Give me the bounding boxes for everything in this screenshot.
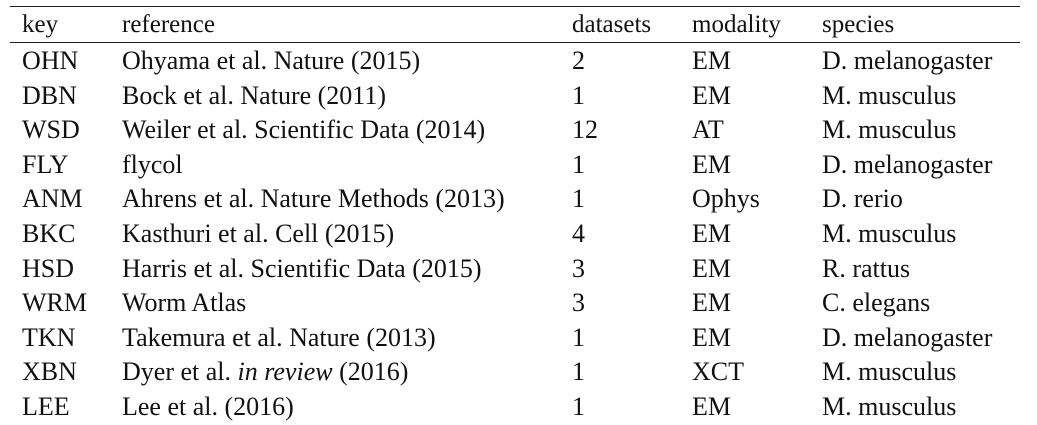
cell-modality: EM (692, 253, 731, 283)
cell-reference: Dyer et al. in review (2016) (122, 357, 409, 387)
cell-reference: flycol (122, 149, 183, 179)
header-modality: modality (692, 11, 781, 38)
cell-reference: Worm Atlas (122, 288, 247, 318)
header-species: species (822, 11, 895, 38)
table-row (10, 286, 1020, 320)
cell-species: M. musculus (822, 115, 957, 145)
cell-key: HSD (22, 253, 75, 283)
table-row (10, 44, 1020, 78)
table-row (10, 390, 1020, 424)
cell-reference: Lee et al. (2016) (122, 392, 294, 421)
cell-reference: Weiler et al. Scientific Data (2014) (122, 115, 486, 145)
table-row (10, 355, 1020, 389)
cell-modality: EM (692, 149, 731, 179)
cell-modality: EM (692, 80, 731, 110)
cell-modality: EM (692, 219, 731, 248)
cell-modality: EM (692, 46, 731, 75)
table-row (10, 113, 1020, 147)
table-top-rule (10, 6, 1020, 7)
cell-datasets: 3 (572, 288, 585, 318)
table-header-row (10, 8, 1020, 42)
table-row (10, 148, 1020, 182)
header-datasets: datasets (572, 11, 652, 38)
cell-datasets: 1 (572, 149, 585, 179)
cell-modality: XCT (692, 357, 744, 387)
cell-modality: EM (692, 392, 731, 421)
cell-modality: AT (692, 115, 724, 145)
header-key: key (22, 11, 59, 38)
cell-species: C. elegans (822, 288, 931, 318)
table-header-rule (10, 42, 1020, 43)
cell-reference: Harris et al. Scientific Data (2015) (122, 253, 482, 283)
cell-datasets: 1 (572, 357, 585, 387)
cell-datasets: 3 (572, 253, 585, 283)
cell-key: BKC (22, 219, 76, 248)
cell-datasets: 1 (572, 392, 585, 421)
table-row (10, 321, 1020, 355)
table-row (10, 182, 1020, 216)
cell-key: TKN (22, 322, 76, 352)
table-row (10, 252, 1020, 286)
cell-modality: EM (692, 322, 731, 352)
cell-species: D. melanogaster (822, 149, 993, 179)
cell-key: XBN (22, 357, 77, 387)
cell-modality: Ophys (692, 184, 760, 214)
cell-key: ANM (22, 184, 83, 214)
cell-species: D. melanogaster (822, 46, 993, 75)
cell-species: D. rerio (822, 184, 903, 214)
cell-reference: Ahrens et al. Nature Methods (2013) (122, 184, 505, 214)
cell-reference: Ohyama et al. Nature (2015) (122, 46, 421, 75)
cell-datasets: 1 (572, 80, 585, 110)
cell-datasets: 12 (572, 115, 598, 145)
cell-reference: Bock et al. Nature (2011) (122, 80, 386, 110)
cell-datasets: 1 (572, 322, 585, 352)
table-row (10, 79, 1020, 113)
cell-species: D. melanogaster (822, 322, 993, 352)
cell-species: M. musculus (822, 80, 957, 110)
cell-key: DBN (22, 80, 77, 110)
cell-key: FLY (22, 149, 69, 179)
cell-species: M. musculus (822, 357, 957, 387)
cell-datasets: 4 (572, 219, 585, 248)
cell-key: WSD (22, 115, 80, 145)
cell-reference: Takemura et al. Nature (2013) (122, 322, 436, 352)
cell-modality: EM (692, 288, 731, 318)
header-reference: reference (122, 11, 215, 38)
cell-datasets: 1 (572, 184, 585, 214)
cell-key: WRM (22, 288, 87, 318)
cell-key: LEE (22, 392, 70, 421)
cell-reference: Kasthuri et al. Cell (2015) (122, 219, 395, 248)
cell-key: OHN (22, 46, 79, 75)
cell-species: M. musculus (822, 219, 957, 248)
cell-species: M. musculus (822, 392, 957, 421)
cell-datasets: 2 (572, 46, 585, 75)
cell-species: R. rattus (822, 253, 911, 283)
table-row (10, 217, 1020, 251)
